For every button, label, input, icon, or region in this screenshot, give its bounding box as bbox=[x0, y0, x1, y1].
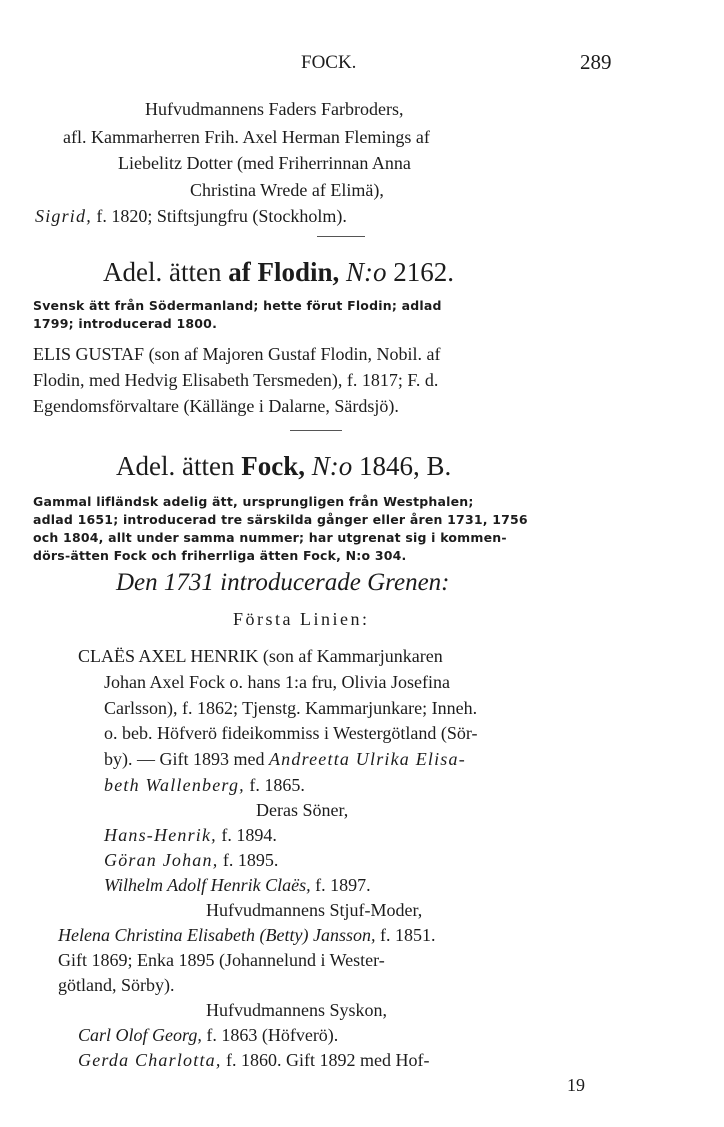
person-name: Sigrid, bbox=[35, 206, 92, 226]
person-name: Carl Olof Georg, bbox=[78, 1025, 202, 1045]
person-name: Hans-Henrik, bbox=[104, 825, 217, 845]
sibling-2 bbox=[78, 1050, 430, 1071]
person-name: Göran Johan, bbox=[104, 850, 219, 870]
catchword: 19 bbox=[567, 1075, 585, 1095]
heading-number: 1846, B. bbox=[358, 451, 452, 481]
heading-family: Fock, bbox=[241, 451, 305, 481]
entry-top-line-2: afl. Kammarherren Frih. Axel Herman Flemings af bbox=[63, 127, 430, 147]
flodin-entry-line-2: Flodin, med Hedvig Elisabeth Tersmeden), f. 1817; F. d. bbox=[33, 370, 439, 390]
marriage-text: by). — Gift 1893 med bbox=[104, 749, 265, 769]
heading-prefix: Adel. ätten bbox=[103, 257, 222, 287]
person-details: f. 1851. bbox=[379, 925, 436, 945]
fock-note-line-2: adlad 1651; introducerad tre särskilda gånger eller åren 1731, 1756 bbox=[33, 512, 528, 527]
son-2 bbox=[104, 850, 278, 871]
divider bbox=[317, 236, 365, 237]
stepmother-line-1 bbox=[58, 925, 435, 946]
main-entry-line-1: CLAËS AXEL HENRIK (son af Kammarjunkaren bbox=[78, 646, 443, 666]
heading-no: N:o bbox=[346, 257, 387, 287]
spouse-birth: f. 1865. bbox=[249, 775, 305, 795]
person-name: Wilhelm Adolf Henrik Claës, bbox=[104, 875, 311, 895]
person-details: f. 1863 (Höfverö). bbox=[206, 1025, 339, 1045]
person-details: f. 1860. Gift 1892 med Hof- bbox=[226, 1050, 430, 1070]
main-entry-line-4: o. beb. Höfverö fideikommiss i Westergötland (Sör- bbox=[104, 723, 478, 743]
flodin-note-line-2: 1799; introducerad 1800. bbox=[33, 316, 218, 331]
entry-top-line-4: Christina Wrede af Elimä), bbox=[190, 180, 384, 200]
flodin-entry-line-3: Egendomsförvaltare (Källänge i Dalarne, Särdsjö). bbox=[33, 396, 399, 416]
person-details: f. 1895. bbox=[222, 850, 279, 870]
person-name: Gerda Charlotta, bbox=[78, 1050, 222, 1070]
person-details: f. 1820; Stiftsjungfru (Stockholm). bbox=[96, 206, 347, 226]
fock-note-line-4: dörs-ätten Fock och friherrliga ätten Fock, N:o 304. bbox=[33, 548, 407, 563]
branch-heading: Den 1731 introducerade Grenen: bbox=[116, 569, 450, 596]
spouse-surname: beth Wallenberg, bbox=[104, 775, 245, 795]
entry-top-line-1: Hufvudmannens Faders Farbroders, bbox=[145, 99, 404, 119]
main-entry-line-3: Carlsson), f. 1862; Tjenstg. Kammarjunkare; Inneh. bbox=[104, 698, 478, 718]
heading-no: N:o bbox=[311, 451, 353, 481]
person-details: f. 1894. bbox=[221, 825, 277, 845]
section-heading-flodin bbox=[103, 257, 454, 288]
heading-number: 2162. bbox=[393, 257, 454, 287]
main-entry-line-5 bbox=[104, 749, 466, 770]
person-details: f. 1897. bbox=[315, 875, 371, 895]
siblings-label: Hufvudmannens Syskon, bbox=[206, 1000, 387, 1020]
stepmother-line-2: Gift 1869; Enka 1895 (Johannelund i Wester- bbox=[58, 950, 385, 970]
entry-top-line-5 bbox=[35, 206, 347, 227]
person-name: Helena Christina Elisabeth (Betty) Jansson, bbox=[58, 925, 376, 945]
sibling-1 bbox=[78, 1025, 338, 1046]
son-3 bbox=[104, 875, 371, 896]
flodin-note-line-1: Svensk ätt från Södermanland; hette förut Flodin; adlad bbox=[33, 298, 442, 313]
page-number: 289 bbox=[580, 50, 612, 74]
flodin-entry-line-1: ELIS GUSTAF (son af Majoren Gustaf Flodin, Nobil. af bbox=[33, 344, 441, 364]
sons-label: Deras Söner, bbox=[256, 800, 349, 820]
spouse-name: Andreetta Ulrika Elisa- bbox=[268, 749, 466, 769]
entry-top-line-3: Liebelitz Dotter (med Friherrinnan Anna bbox=[118, 153, 411, 173]
fock-note-line-1: Gammal lifländsk adelig ätt, ursprungligen från Westphalen; bbox=[33, 494, 474, 509]
section-heading-fock bbox=[116, 451, 451, 482]
stepmother-label: Hufvudmannens Stjuf-Moder, bbox=[206, 900, 423, 920]
heading-prefix: Adel. ätten bbox=[116, 451, 235, 481]
running-title: FOCK. bbox=[301, 52, 357, 73]
heading-family: af Flodin, bbox=[228, 257, 340, 287]
son-1 bbox=[104, 825, 277, 846]
main-entry-line-2: Johan Axel Fock o. hans 1:a fru, Olivia Josefina bbox=[104, 672, 450, 692]
stepmother-line-3: götland, Sörby). bbox=[58, 975, 175, 995]
divider bbox=[290, 430, 342, 431]
main-entry-line-6 bbox=[104, 775, 305, 796]
line-heading: Första Linien: bbox=[233, 609, 370, 629]
fock-note-line-3: och 1804, allt under samma nummer; har utgrenat sig i kommen- bbox=[33, 530, 507, 545]
